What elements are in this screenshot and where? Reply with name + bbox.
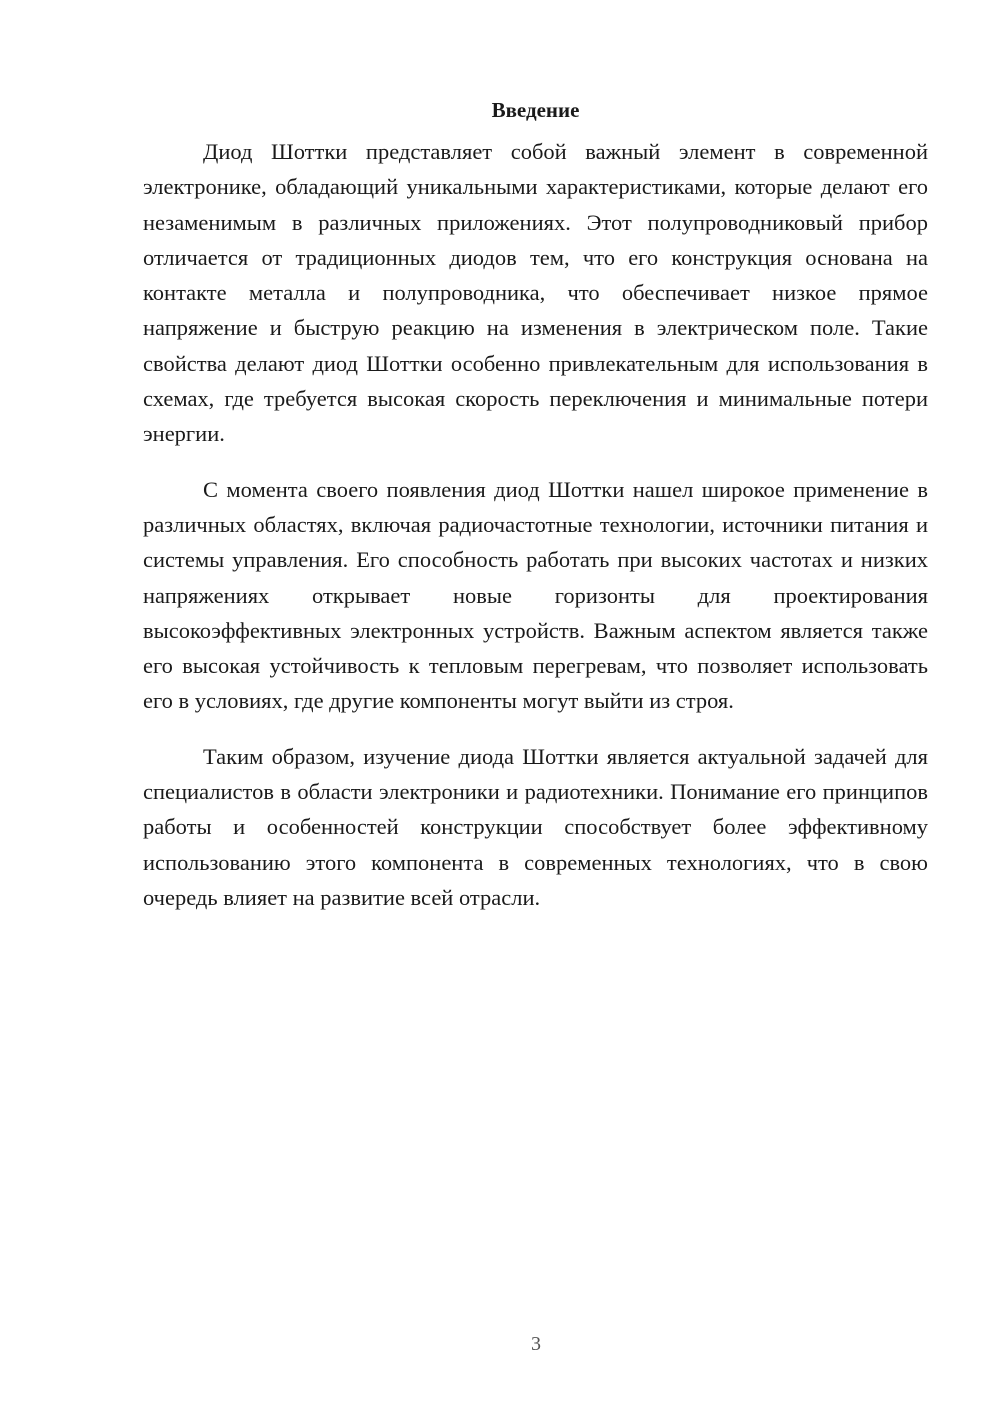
paragraph-3: Таким образом, изучение диода Шоттки является актуальной задачей для специалистов в области электроники и радиотехники. Понимание его принципов работы и особенностей конструкции способствует более эффективному использованию этого компонента в современных технологиях, что в свою очередь влияет на развитие всей отрасли. <box>143 743 928 910</box>
section-title: Введение <box>491 98 580 122</box>
page-content <box>143 92 928 935</box>
page-number: 3 <box>531 1333 541 1355</box>
paragraph-1: Диод Шоттки представляет собой важный элемент в современной электронике, обладающий уникальными характеристиками, которые делают его незаменимым в различных приложениях. Этот полупроводниковый прибор отличается от традиционных диодов тем, что его конструкция основана на контакте металла и полупроводника, что обеспечивает низкое прямое напряжение и быструю реакцию на изменения в электрическом поле. Такие свойства делают диод Шоттки особенно привлекательным для использования в схемах, где требуется высокая скорость переключения и минимальные потери энергии. <box>143 139 928 447</box>
paragraph-2: С момента своего появления диод Шоттки нашел широкое применение в различных областях, включая радиочастотные технологии, источники питания и системы управления. Его способность работать при высоких частотах и низких напряжениях открывает новые горизонты для проектирования высокоэффективных электронных устройств. Важным аспектом является также его высокая устойчивость к тепловым перегревам, что позволяет использовать его в условиях, где другие компоненты могут выйти из строя. <box>143 476 928 714</box>
